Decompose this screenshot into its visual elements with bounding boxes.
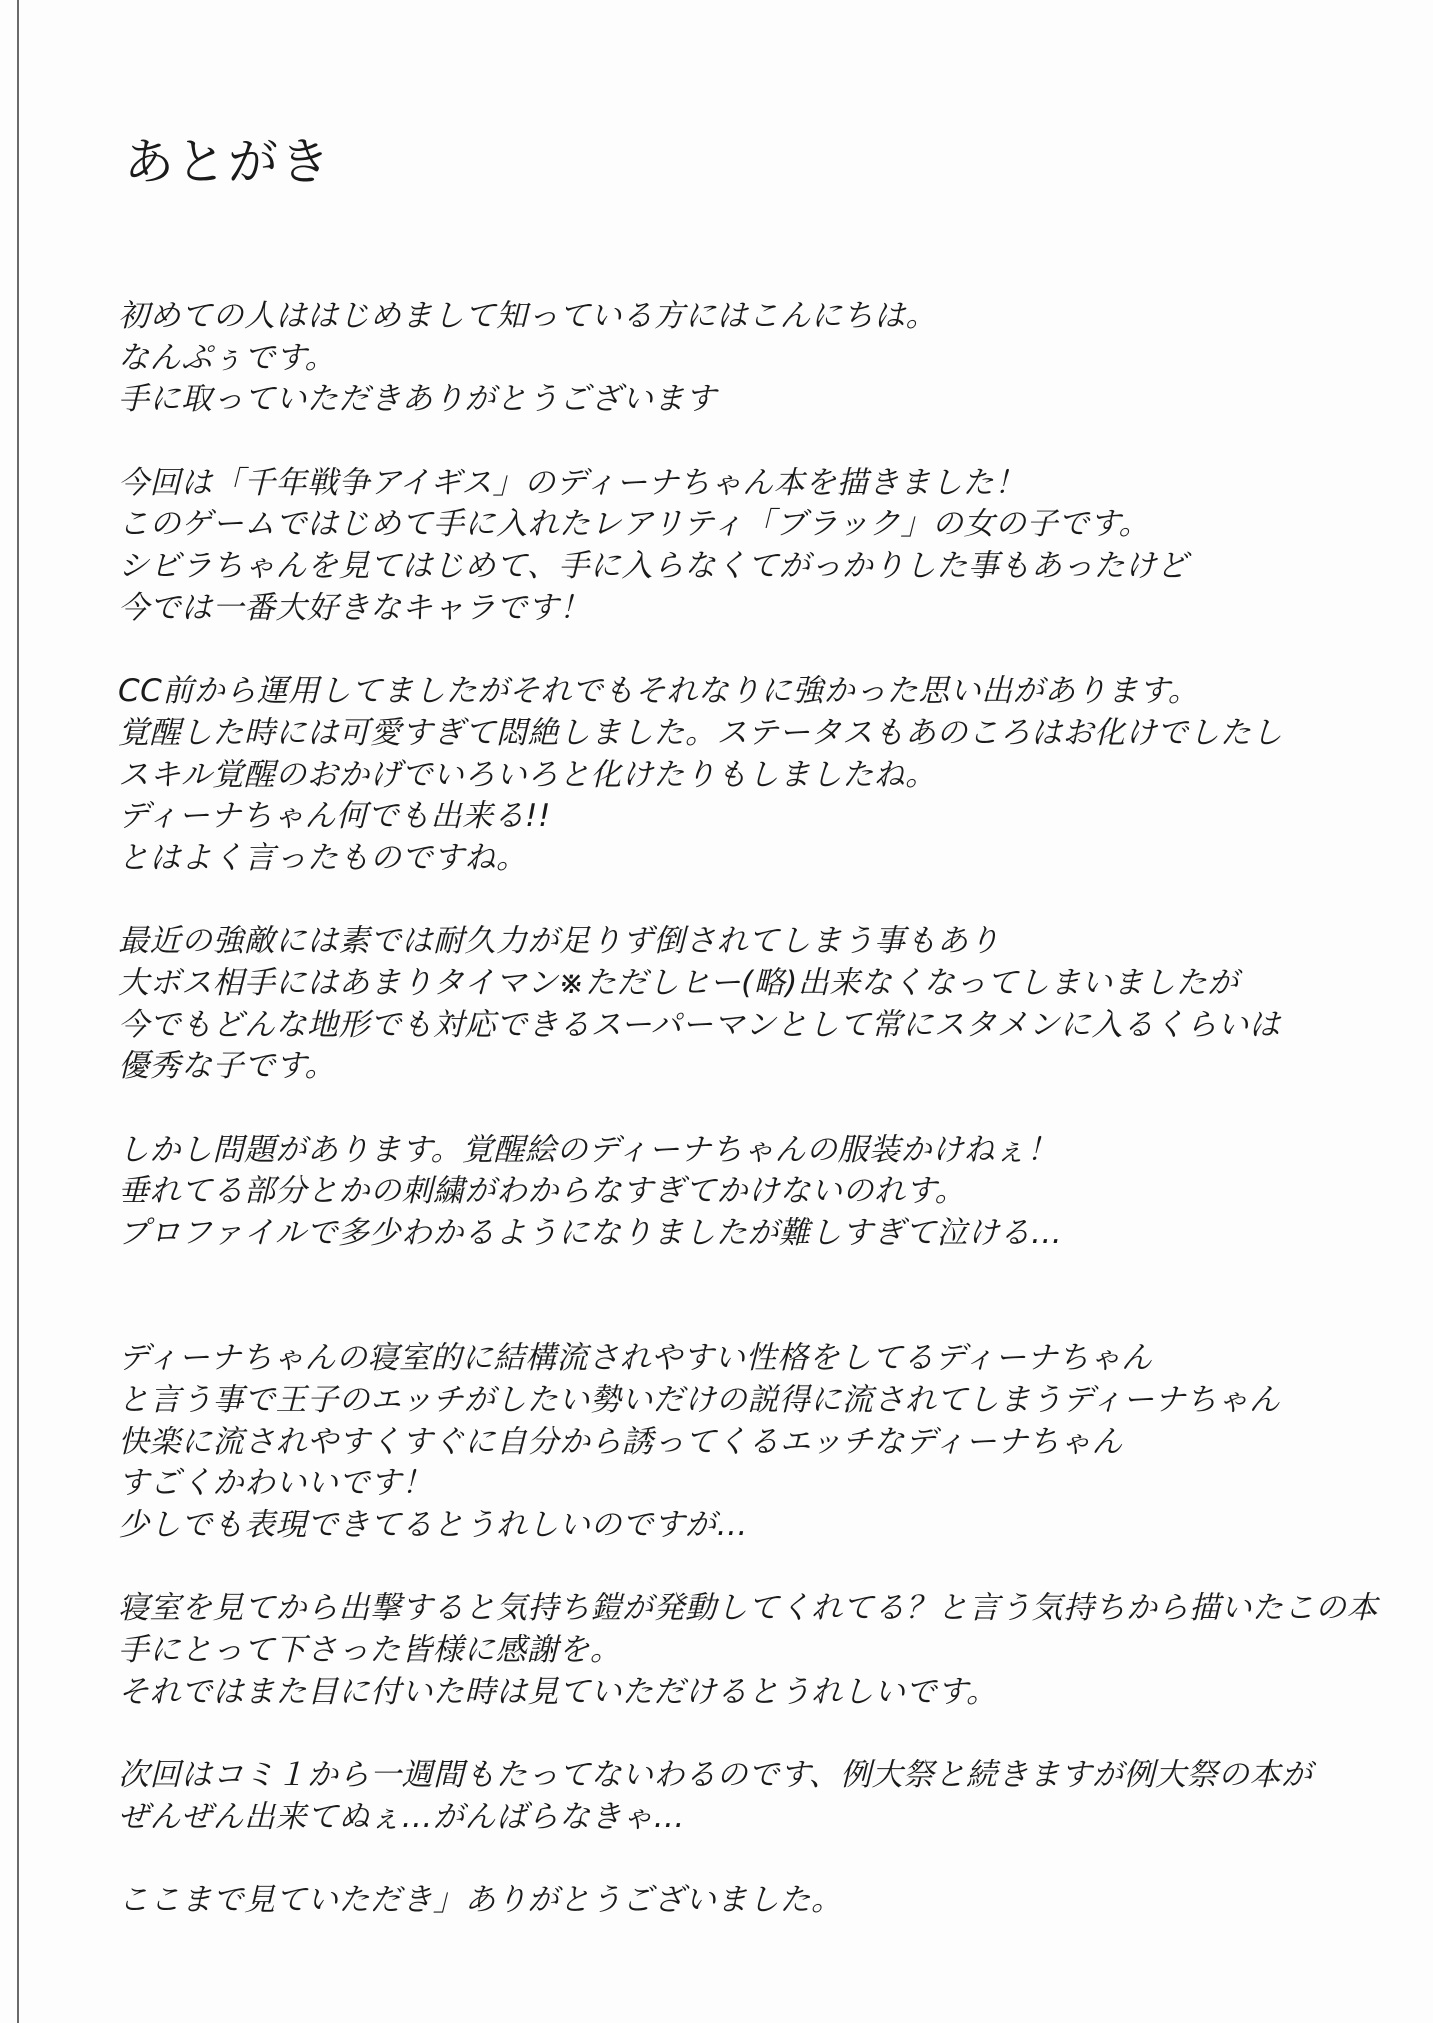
text-line: 垂れてる部分とかの刺繍がわからなすぎてかけないのれす。: [118, 1173, 967, 1210]
paragraph-character: [118, 1338, 1388, 1546]
page-edge-line: [17, 0, 19, 2023]
paragraph-next-event: [118, 1755, 1388, 1838]
text-line: このゲームではじめて手に入れたレアリティ「ブラック」の女の子です。: [118, 506, 1151, 543]
text-line: 少しでも表現できてるとうれしいのですが…: [118, 1506, 748, 1543]
text-line: 次回はコミ１から一週間もたってないわるのです、例大祭と続きますが例大祭の本が: [118, 1757, 1313, 1794]
text-line: ディーナちゃんの寝室的に結構流されやすい性格をしてるディーナちゃん: [118, 1340, 1153, 1377]
text-line: それではまた目に付いた時は見ていただけるとうれしいです。: [118, 1673, 998, 1710]
text-line: 最近の強敵には素では耐久力が足りず倒されてしまう事もあり: [118, 923, 1000, 960]
paragraph-problem: [118, 1130, 1388, 1255]
text-line: CC前から運用してましたがそれでもそれなりに強かった思い出があります。: [118, 673, 1200, 710]
text-line: 今では一番大好きなキャラです！: [118, 589, 591, 626]
page-title: あとがき: [124, 133, 332, 191]
afterword-body: [118, 296, 1388, 1964]
text-line: 手にとって下さった皆様に感謝を。: [118, 1632, 622, 1669]
paragraph-recent: [118, 921, 1388, 1088]
paragraph-closing: [118, 1880, 1388, 1922]
text-line: 今でもどんな地形でも対応できるスーパーマンとして常にスタメンに入るくらいは: [118, 1006, 1281, 1043]
text-line: ディーナちゃん何でも出来る!!: [118, 798, 551, 835]
text-line: 覚醒した時には可愛すぎて悶絶しました。ステータスもあのころはお化けでしたし: [118, 714, 1283, 751]
text-line: ぜんぜん出来てぬぇ…がんばらなきゃ…: [118, 1798, 685, 1835]
text-line: とはよく言ったものですね。: [118, 839, 528, 876]
text-line: すごくかわいいです！: [118, 1465, 433, 1502]
text-line: 優秀な子です。: [118, 1048, 337, 1085]
text-line: 手に取っていただきありがとうございます: [118, 381, 717, 418]
text-line: しかし問題があります。覚醒絵のディーナちゃんの服装かけねぇ！: [118, 1131, 1059, 1168]
text-line: 大ボス相手にはあまりタイマン※ただしヒー(略)出来なくなってしまいましたが: [118, 965, 1239, 1001]
text-line: ここまで見ていただき」ありがとうございました。: [118, 1882, 843, 1919]
text-line: なんぷぅです。: [118, 339, 337, 376]
text-line: 今回は「千年戦争アイギス」のディーナちゃん本を描きました！: [118, 464, 1026, 501]
paragraph-memories: [118, 671, 1388, 879]
paragraph-book-intro: [118, 463, 1388, 630]
text-line: 初めての人ははじめまして知っている方にはこんにちは。: [118, 298, 937, 334]
paragraph-thanks: [118, 1588, 1388, 1713]
text-line: スキル覚醒のおかげでいろいろと化けたりもしましたね。: [118, 756, 937, 793]
text-line: と言う事で王子のエッチがしたい勢いだけの説得に流されてしまうディーナちゃん: [118, 1381, 1281, 1418]
text-line: 快楽に流されやすくすぐに自分から誘ってくるエッチなディーナちゃん: [118, 1423, 1123, 1460]
text-line: 寝室を見てから出撃すると気持ち鎧が発動してくれてる？と言う気持ちから描いたこの本: [118, 1590, 1378, 1627]
paragraph-greeting: [118, 296, 1388, 421]
text-line: プロファイルで多少わかるようになりましたが難しすぎて泣ける…: [118, 1215, 1063, 1252]
text-line: シビラちゃんを見てはじめて、手に入らなくてがっかりした事もあったけど: [118, 548, 1189, 585]
